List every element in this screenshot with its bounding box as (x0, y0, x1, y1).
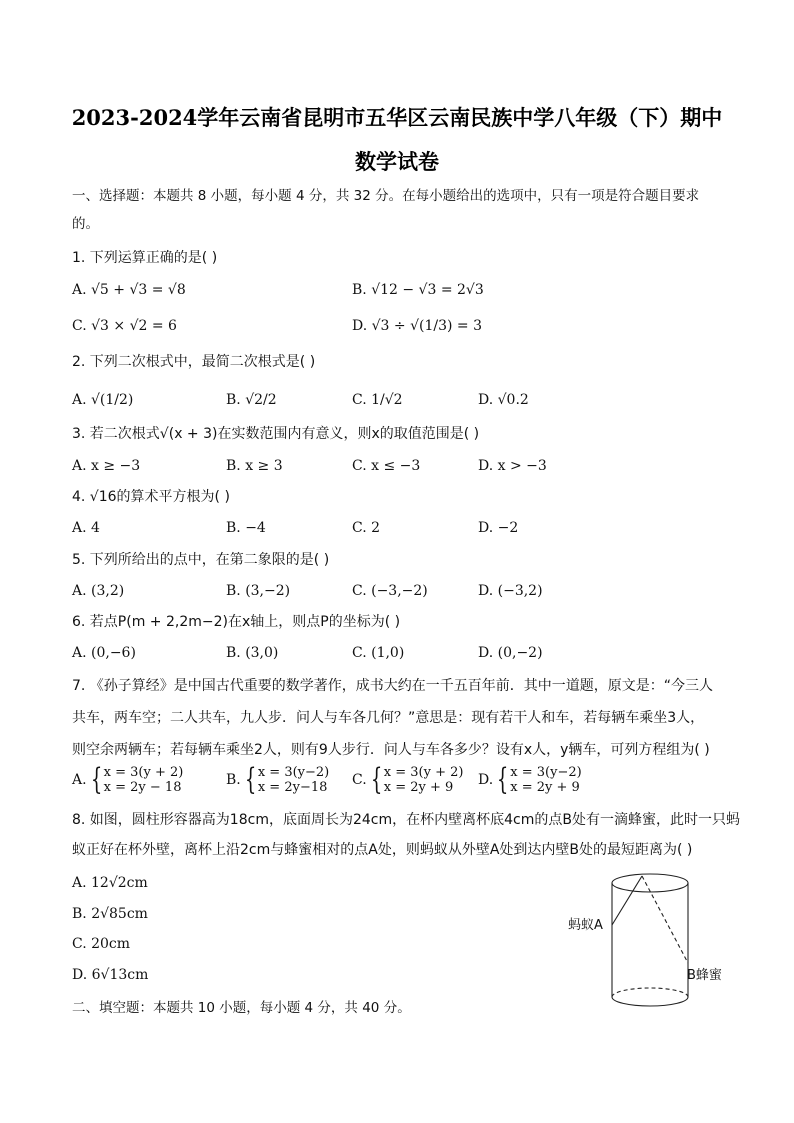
question-1-option-a: A. √5 + √3 = √8 (72, 282, 186, 298)
path-segment-dashed (642, 876, 688, 963)
question-5-option-b: B. (3,−2) (226, 583, 291, 599)
question-3-option-d: D. x > −3 (478, 458, 547, 474)
path-segment-solid (612, 876, 642, 925)
cylinder-figure (560, 865, 740, 1015)
brace-icon: { (244, 762, 257, 797)
section2-heading: 二、填空题：本题共 10 小题，每小题 4 分，共 40 分。 (72, 1000, 411, 1016)
question-5-option-a: A. (3,2) (72, 583, 125, 599)
question-4-option-c: C. 2 (352, 520, 381, 536)
question-2-option-d: D. √0.2 (478, 392, 529, 408)
question-4-option-d: D. −2 (478, 520, 519, 536)
question-6-stem: 6. 若点P(m + 2,2m−2)在x轴上，则点P的坐标为( ) (72, 614, 401, 630)
question-2-option-b: B. √2/2 (226, 392, 277, 408)
section1-heading-line2: 的。 (72, 216, 99, 232)
option-letter: B. (226, 772, 241, 788)
equation-1: x = 3(y + 2) (103, 765, 184, 780)
question-6-option-b: B. (3,0) (226, 645, 279, 661)
question-6-option-d: D. (0,−2) (478, 645, 543, 661)
question-5-stem: 5. 下列所给出的点中，在第二象限的是( ) (72, 552, 330, 568)
question-8-option-d: D. 6√13cm (72, 967, 149, 983)
cylinder-top-ellipse (612, 874, 688, 892)
section1-heading-line1: 一、选择题：本题共 8 小题，每小题 4 分，共 32 分。在每小题给出的选项中，只有一项是符合题目要求 (72, 188, 700, 204)
equation-1: x = 3(y + 2) (383, 765, 464, 780)
question-8-stem-line1: 8. 如图，圆柱形容器高为18cm，底面周长为24cm，在杯内壁离杯底4cm的点B处有一滴蜂蜜，此时一只蚂 (72, 812, 740, 828)
question-8-stem-line2: 蚁正好在杯外壁，离杯上沿2cm与蜂蜜相对的点A处，则蚂蚁从外壁A处到达内壁B处的最短距离为( ) (72, 842, 693, 858)
equation-2: x = 2y + 9 (510, 780, 580, 795)
question-5-option-d: D. (−3,2) (478, 583, 543, 599)
option-letter: D. (478, 772, 494, 788)
question-4-option-b: B. −4 (226, 520, 266, 536)
question-7-option-c (352, 762, 464, 797)
question-2-option-c: C. 1/√2 (352, 392, 403, 408)
label-ant: 蚂蚁A (568, 918, 603, 933)
option-letter: A. (72, 772, 87, 788)
equation-2: x = 2y − 18 (103, 780, 182, 795)
equation-2: x = 2y−18 (257, 780, 328, 795)
cylinder-bottom-back (612, 988, 688, 997)
question-3-stem: 3. 若二次根式√(x + 3)在实数范围内有意义，则x的取值范围是( ) (72, 426, 480, 442)
question-7-option-d (478, 762, 582, 797)
question-8-option-c: C. 20cm (72, 936, 131, 952)
equation-1: x = 3(y−2) (510, 765, 582, 780)
question-1-stem: 1. 下列运算正确的是( ) (72, 250, 218, 266)
question-7-stem-line3: 则空余两辆车；若每辆车乘坐2人，则有9人步行．问人与车各多少？设有x人，y辆车，可列方程组为( ) (72, 742, 710, 758)
question-8-option-b: B. 2√85cm (72, 906, 148, 922)
question-3-option-b: B. x ≥ 3 (226, 458, 283, 474)
cylinder-bottom-front (612, 997, 688, 1006)
question-3-option-c: C. x ≤ −3 (352, 458, 421, 474)
question-7-option-a (72, 762, 184, 797)
question-8-option-a: A. 12√2cm (72, 875, 148, 891)
page-title: 2023-2024学年云南省昆明市五华区云南民族中学八年级（下）期中 (71, 105, 723, 130)
question-4-option-a: A. 4 (72, 520, 100, 536)
label-honey: B蜂蜜 (687, 968, 722, 983)
question-1-option-b: B. √12 − √3 = 2√3 (352, 282, 484, 298)
equation-1: x = 3(y−2) (257, 765, 330, 780)
brace-icon: { (370, 762, 382, 797)
question-2-stem: 2. 下列二次根式中，最简二次根式是( ) (72, 354, 316, 370)
equation-2: x = 2y + 9 (383, 780, 454, 795)
question-7-stem-line2: 共车，两车空；二人共车，九人步．问人与车各几何？”意思是：现有若干人和车，若每辆车乘坐3人， (72, 710, 705, 726)
page-subtitle: 数学试卷 (355, 149, 439, 174)
brace-icon: { (497, 762, 509, 797)
question-6-option-c: C. (1,0) (352, 645, 405, 661)
option-letter: C. (352, 772, 367, 788)
question-4-stem: 4. √16的算术平方根为( ) (72, 489, 230, 505)
question-3-option-a: A. x ≥ −3 (72, 458, 141, 474)
question-1-option-d: D. √3 ÷ √(1/3) = 3 (352, 318, 482, 334)
question-7-stem-line1: 7. 《孙子算经》是中国古代重要的数学著作，成书大约在一千五百年前．其中一道题，原文是：“今三人 (72, 678, 714, 694)
question-7-option-b (226, 762, 330, 797)
question-5-option-c: C. (−3,−2) (352, 583, 428, 599)
question-2-option-a: A. √(1/2) (72, 392, 134, 408)
question-1-option-c: C. √3 × √2 = 6 (72, 318, 177, 334)
brace-icon: { (90, 762, 102, 797)
question-6-option-a: A. (0,−6) (72, 645, 136, 661)
